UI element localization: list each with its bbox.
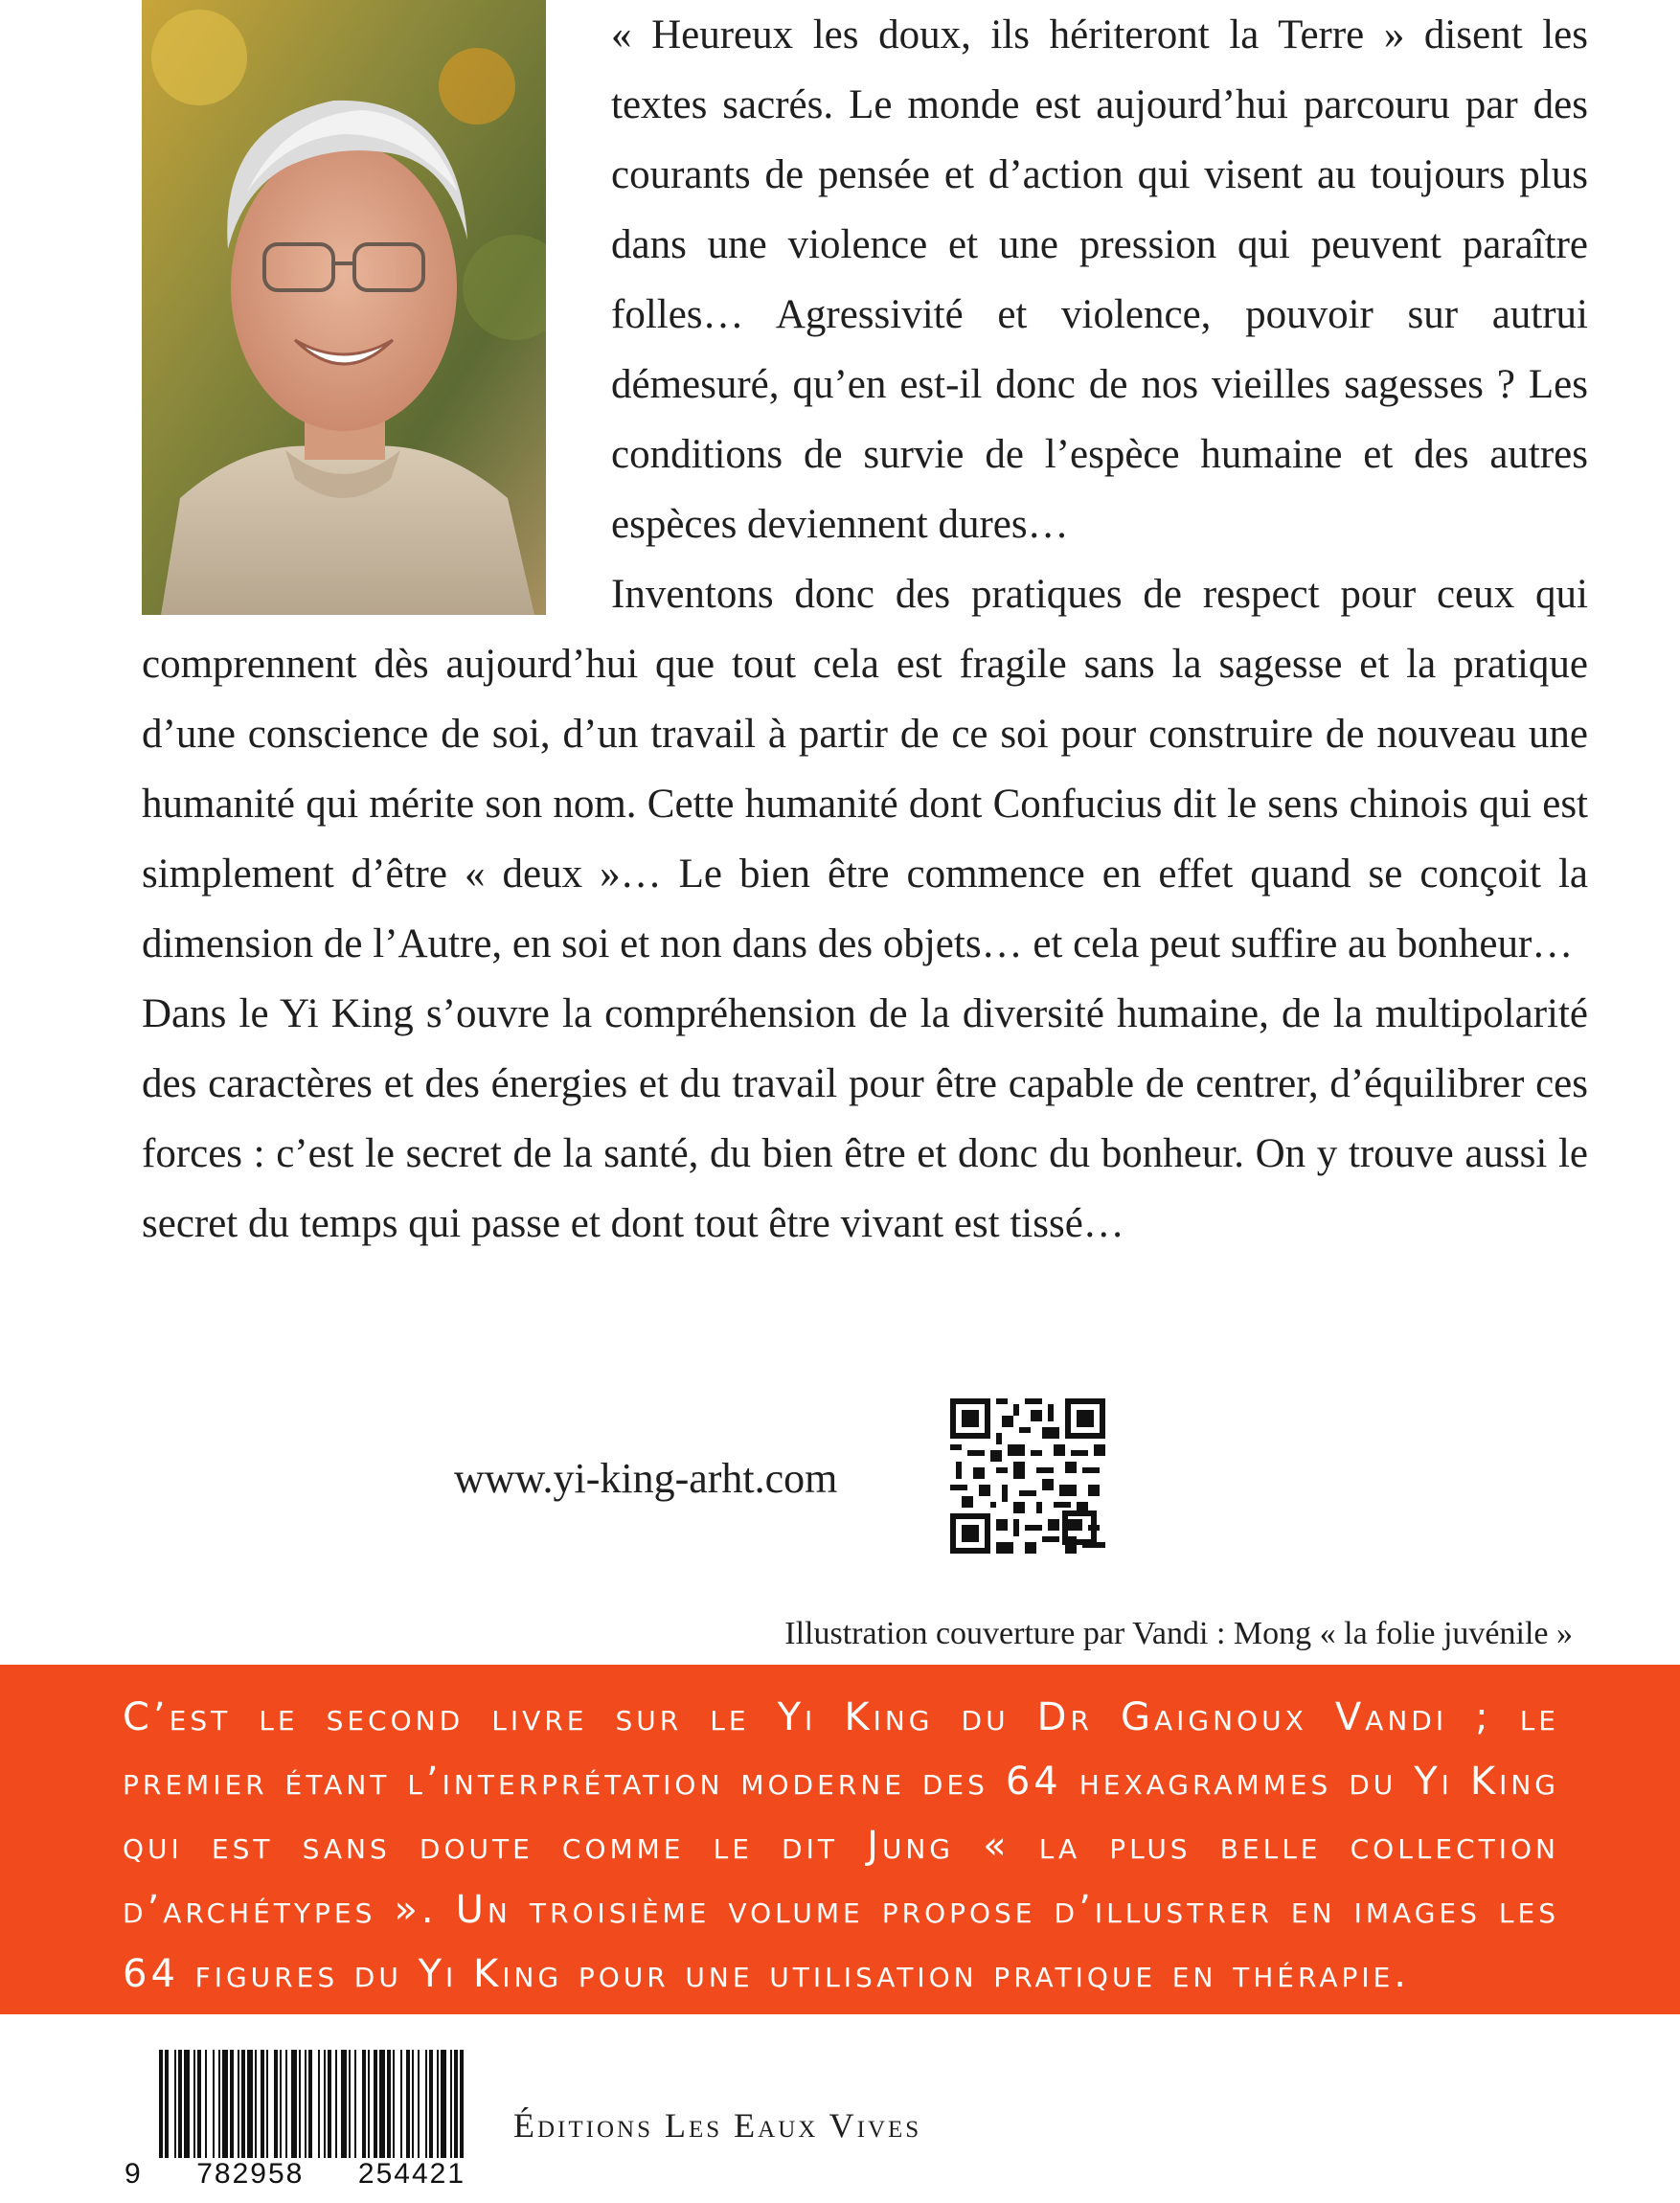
paragraph-3: Dans le Yi King s’ouvre la compréhension de la diversité humaine, de la multipolarité des caractères et des énergies et du travail pour être capable de centrer, d’équilibrer ces forces : c’est le secret de la santé, du bien être et donc du bonheur. On y trouve aussi le secret du temps qui passe et dont tout être vivant est tissé… <box>142 991 1588 1246</box>
isbn-digits-right: 254421 <box>354 2158 469 2191</box>
website-link[interactable]: www.yi-king-arht.com <box>454 1455 838 1502</box>
photo-spacer <box>142 0 611 613</box>
illustration-credit: Illustration couverture par Vandi : Mong « la folie juvénile » <box>784 1616 1573 1651</box>
isbn-digit-first: 9 <box>121 2158 147 2191</box>
paragraph-1: « Heureux les doux, ils hériteront la Terre » disent les textes sacrés. Le monde est aujourd’hui parcouru par des courants de pensée et d’action qui visent au toujours plus dans une violence et une pression qui peuvent paraître folles… Agressivité et violence, pouvoir sur autrui démesuré, qu’en est-il donc de nos vieilles sagesses ? Les conditions de survie de l’espèce humaine et des autres espèces deviennent dures… <box>611 12 1588 547</box>
banner-text: C’est le second livre sur le Yi King du Dr Gaignoux Vandi ; le premier étant l’interprétation moderne des 64 hexagrammes du Yi King qui est sans doute comme le dit Jung « la plus belle collection d’archétypes ». Un troisième volume propose d’illustrer en images les 64 figures du Yi King pour une utilisation pratique en thérapie. <box>123 1695 1559 1996</box>
summary-banner <box>0 1665 1680 2014</box>
qr-code[interactable] <box>950 1398 1105 1554</box>
isbn-digits <box>121 2158 469 2191</box>
isbn-digits-left: 782958 <box>193 2158 307 2191</box>
paragraph-2: Inventons donc des pratiques de respect pour ceux qui comprennent dès aujourd’hui que tout cela est fragile sans la sagesse et la pratique d’une conscience de soi, d’un travail à partir de ce soi pour construire de nouveau une humanité qui mérite son nom. Cette humanité dont Confucius dit le sens chinois qui est simplement d’être « deux »… Le bien être commence en effet quand se conçoit la dimension de l’Autre, en soi et non dans des objets… et cela peut suffire au bonheur… <box>142 572 1588 966</box>
back-cover-text <box>142 0 1588 1259</box>
publisher-name: Éditions Les Eaux Vives <box>513 2106 922 2145</box>
